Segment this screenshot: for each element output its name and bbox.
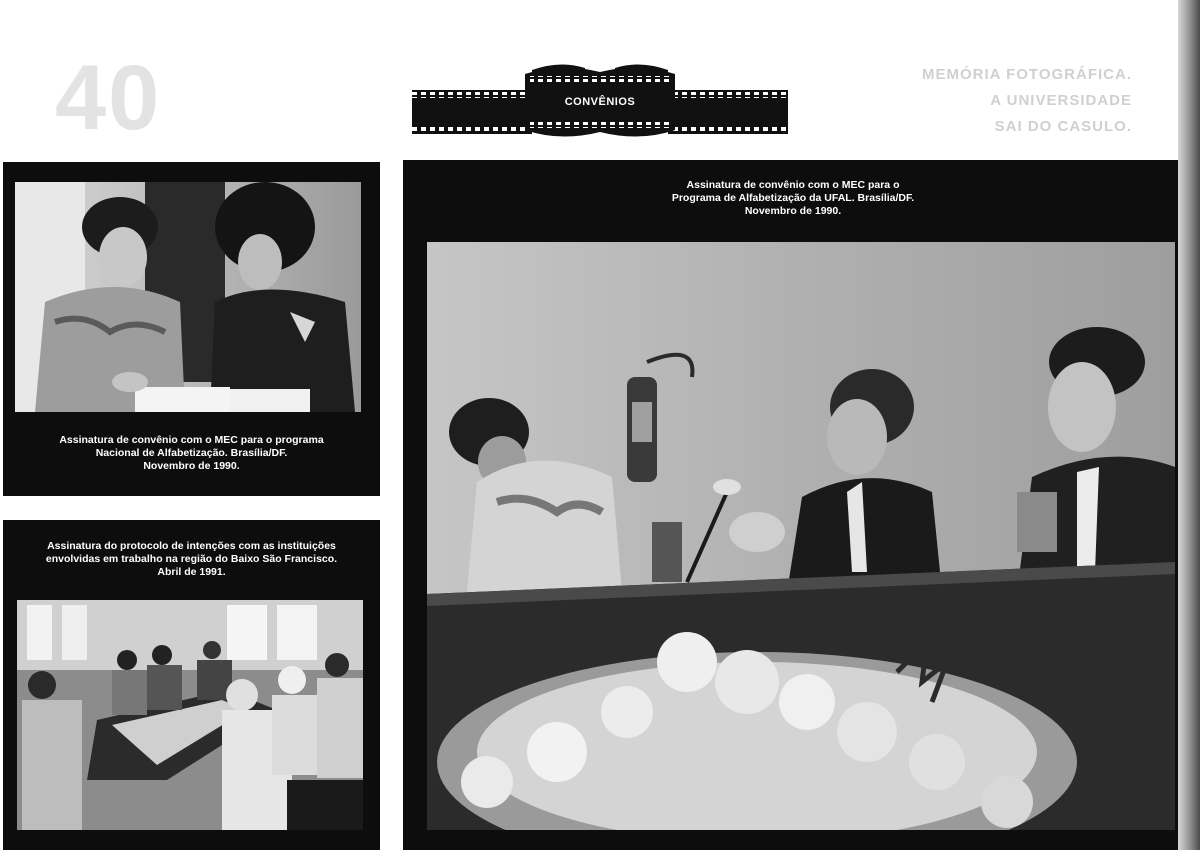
panel-main xyxy=(403,160,1178,850)
section-banner-filmstrip xyxy=(410,60,790,140)
book-title-line-2: A UNIVERSIDADE xyxy=(990,92,1132,109)
caption-top-left: Assinatura de convênio com o MEC para o programa Nacional de Alfabetização. Brasília/DF. Novembro de 1990. xyxy=(59,434,324,472)
book-title xyxy=(922,62,1132,140)
photo-meeting-table xyxy=(17,600,363,830)
book-title-line-1: MEMÓRIA FOTOGRÁFICA. xyxy=(922,66,1132,83)
section-label: CONVÊNIOS xyxy=(564,96,636,108)
photo-signing-two-women xyxy=(15,182,361,412)
book-spine-edge xyxy=(1178,0,1200,850)
caption-main: Assinatura de convênio com o MEC para o Programa de Alfabetização da UFAL. Brasília/DF. Novembro de 1990. xyxy=(671,179,915,217)
caption-bottom-left: Assinatura do protocolo de intenções com as instituições envolvidas em trabalho na região do Baixo São Francisco. Abril de 1991. xyxy=(45,540,338,578)
page-number: 40 xyxy=(55,47,162,149)
photo-main-ceremony xyxy=(427,242,1175,830)
panel-top-left xyxy=(3,162,380,496)
panel-bottom-left xyxy=(3,520,380,850)
book-title-line-3: SAI DO CASULO. xyxy=(994,118,1132,135)
